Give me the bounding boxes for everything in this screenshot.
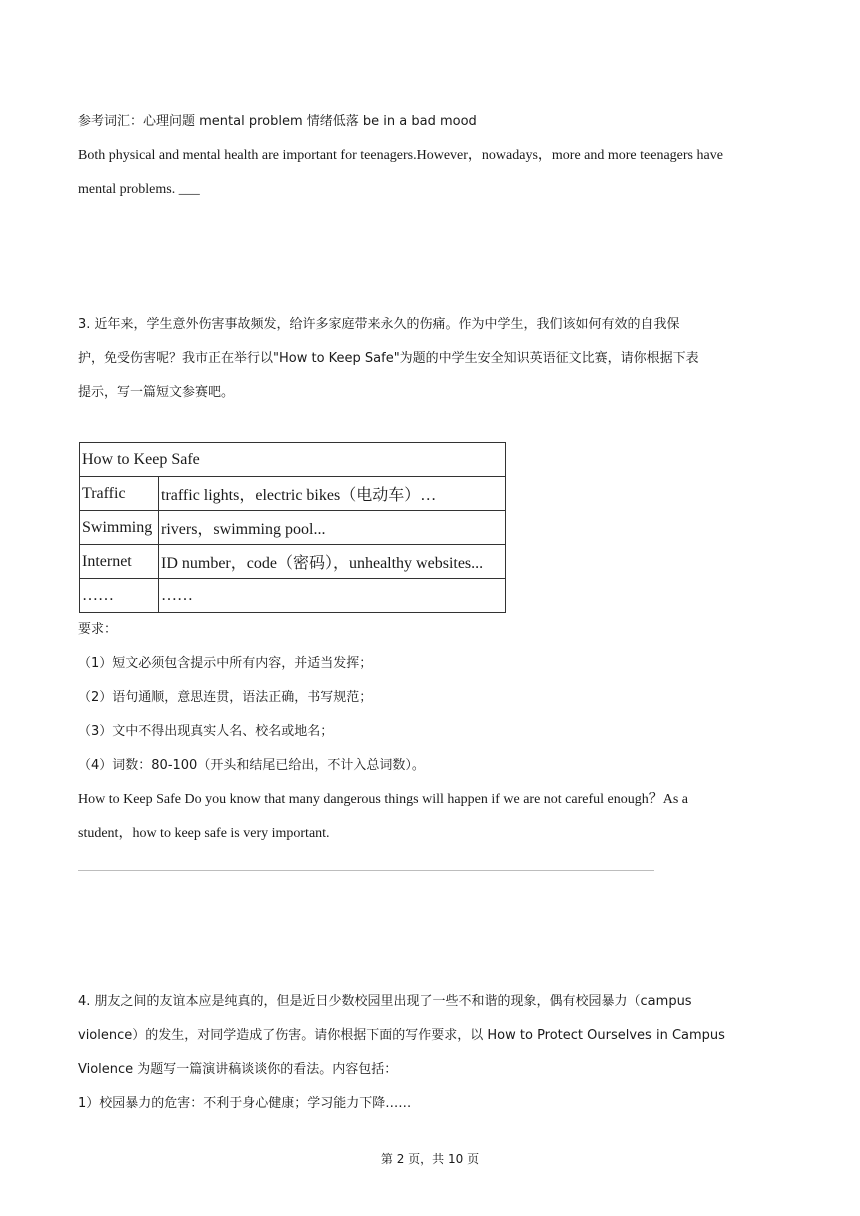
table-header: How to Keep Safe (80, 443, 506, 477)
table-row (80, 443, 506, 477)
table-row (80, 545, 506, 579)
answer-line (78, 870, 654, 871)
q2-start-line-1: Both physical and mental health are important for teenagers.However，nowadays，more and more teenagers have (78, 148, 723, 163)
row-label: Internet (80, 545, 159, 579)
q2-start-line-2: mental problems. ___ (78, 182, 200, 197)
row-label: Swimming (80, 511, 159, 545)
row-content: rivers，swimming pool... (159, 511, 506, 545)
q4-point-1: 1）校园暴力的危害：不利于身心健康；学习能力下降…… (78, 1096, 412, 1111)
requirement-3: （3）文中不得出现真实人名、校名或地名； (78, 724, 334, 739)
row-content: …… (159, 579, 506, 613)
table-row (80, 477, 506, 511)
row-content: traffic lights，electric bikes（电动车）… (159, 477, 506, 511)
requirements-title: 要求： (78, 622, 118, 637)
q3-prompt-line-2: 护，免受伤害呢？我市正在举行以"How to Keep Safe"为题的中学生安全知识英语征文比赛，请你根据下表 (78, 351, 699, 366)
q3-prompt-line-1: 3. 近年来，学生意外伤害事故频发，给许多家庭带来永久的伤痛。作为中学生，我们该如何有效的自我保 (78, 317, 680, 332)
vocab-hint: 参考词汇：心理问题 mental problem 情绪低落 be in a bad mood (78, 114, 477, 129)
hint-table (79, 442, 506, 613)
table-row (80, 579, 506, 613)
requirement-4: （4）词数：80-100（开头和结尾已给出，不计入总词数）。 (78, 758, 425, 773)
page-footer: 第 2 页，共 10 页 (380, 1152, 480, 1166)
table-row (80, 511, 506, 545)
q3-prompt-line-3: 提示，写一篇短文参赛吧。 (78, 385, 235, 400)
requirement-1: （1）短文必须包含提示中所有内容，并适当发挥； (78, 656, 373, 671)
row-label: Traffic (80, 477, 159, 511)
q4-prompt-line-3: Violence 为题写一篇演讲稿谈谈你的看法。内容包括： (78, 1062, 398, 1077)
q3-start-line-2: student，how to keep safe is very important. (78, 826, 330, 841)
row-label: …… (80, 579, 159, 613)
requirement-2: （2）语句通顺，意思连贯，语法正确，书写规范； (78, 690, 373, 705)
row-content: ID number，code（密码），unhealthy websites... (159, 545, 506, 579)
q3-start-line-1: How to Keep Safe Do you know that many dangerous things will happen if we are not careful enough？As a (78, 792, 689, 807)
q4-prompt-line-2: violence）的发生，对同学造成了伤害。请你根据下面的写作要求，以 How to Protect Ourselves in Campus (78, 1028, 725, 1043)
q4-prompt-line-1: 4. 朋友之间的友谊本应是纯真的，但是近日少数校园里出现了一些不和谐的现象，偶有校园暴力（campus (78, 994, 692, 1009)
